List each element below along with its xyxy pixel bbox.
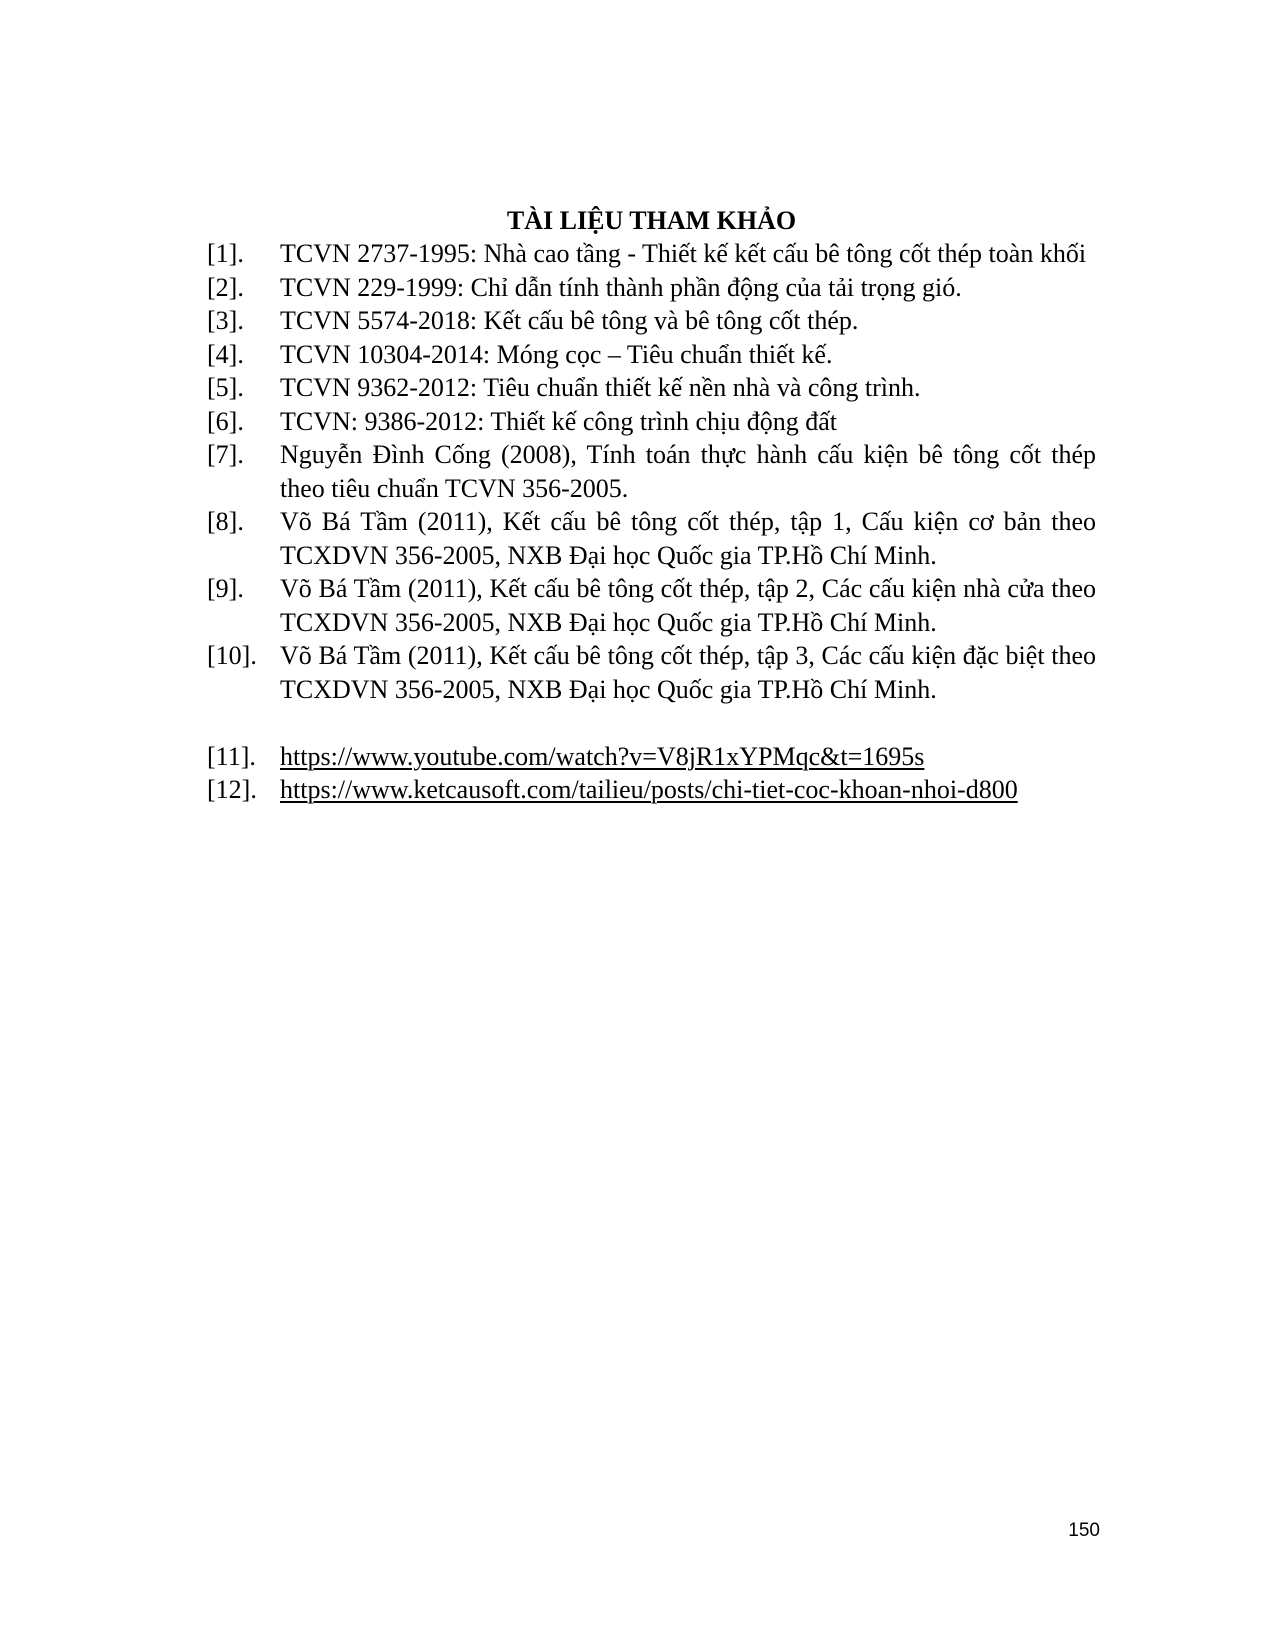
ketcausoft-link[interactable]: https://www.ketcausoft.com/tailieu/posts/chi-tiet-coc-khoan-nhoi-d800	[280, 775, 1018, 804]
reference-text: Nguyễn Đình Cống (2008), Tính toán thực hành cấu kiện bê tông cốt thép theo tiêu chuẩn TCVN 356-2005.	[280, 440, 1096, 503]
reference-item-6	[207, 405, 1096, 439]
reference-item-11	[207, 740, 1096, 774]
reference-item-4	[207, 338, 1096, 372]
reference-item-5	[207, 371, 1096, 405]
reference-label: [7].	[207, 440, 244, 469]
reference-label: [2].	[207, 272, 244, 302]
reference-text: TCVN 10304-2014: Móng cọc – Tiêu chuẩn thiết kế.	[280, 339, 833, 369]
reference-label: [8].	[207, 507, 244, 536]
reference-label: [1].	[207, 239, 244, 268]
reference-label: [4].	[207, 339, 244, 369]
reference-text: Võ Bá Tầm (2011), Kết cấu bê tông cốt thép, tập 2, Các cấu kiện nhà cửa theo TCXDVN 356-2005, NXB Đại học Quốc gia TP.Hồ Chí Minh.	[280, 574, 1096, 637]
reference-text: TCVN 9362-2012: Tiêu chuẩn thiết kế nền nhà và công trình.	[280, 373, 921, 402]
reference-label: [9].	[207, 574, 244, 603]
reference-text: TCVN 5574-2018: Kết cấu bê tông và bê tông cốt thép.	[280, 306, 859, 335]
reference-text: TCVN 2737-1995: Nhà cao tầng - Thiết kế kết cấu bê tông cốt thép toàn khối	[280, 239, 1087, 268]
reference-text: Võ Bá Tầm (2011), Kết cấu bê tông cốt thép, tập 1, Cấu kiện cơ bản theo TCXDVN 356-2005, NXB Đại học Quốc gia TP.Hồ Chí Minh.	[280, 507, 1096, 570]
reference-item-3	[207, 304, 1096, 338]
reference-item-10	[207, 639, 1096, 706]
reference-label: [12].	[207, 775, 257, 804]
reference-list	[207, 237, 1096, 807]
reference-label: [3].	[207, 306, 244, 335]
page-number: 150	[1068, 1520, 1100, 1541]
reference-item-12	[207, 773, 1096, 807]
reference-item-8	[207, 505, 1096, 572]
reference-item-1	[207, 237, 1096, 271]
reference-text: TCVN 229-1999: Chỉ dẫn tính thành phần động của tải trọng gió.	[280, 272, 962, 302]
reference-label: [5].	[207, 373, 244, 402]
reference-label: [10].	[207, 641, 257, 670]
reference-text: Võ Bá Tầm (2011), Kết cấu bê tông cốt thép, tập 3, Các cấu kiện đặc biệt theo TCXDVN 356-2005, NXB Đại học Quốc gia TP.Hồ Chí Minh.	[280, 641, 1096, 704]
reference-item-2	[207, 271, 1096, 305]
youtube-link[interactable]: https://www.youtube.com/watch?v=V8jR1xYPMqc&t=1695s	[280, 741, 925, 771]
reference-text: TCVN: 9386-2012: Thiết kế công trình chịu động đất	[280, 406, 837, 436]
reference-label: [6].	[207, 406, 244, 436]
reference-item-9	[207, 572, 1096, 639]
reference-item-7	[207, 438, 1096, 505]
page-title: TÀI LIỆU THAM KHẢO	[506, 206, 797, 235]
reference-label: [11].	[207, 741, 256, 771]
